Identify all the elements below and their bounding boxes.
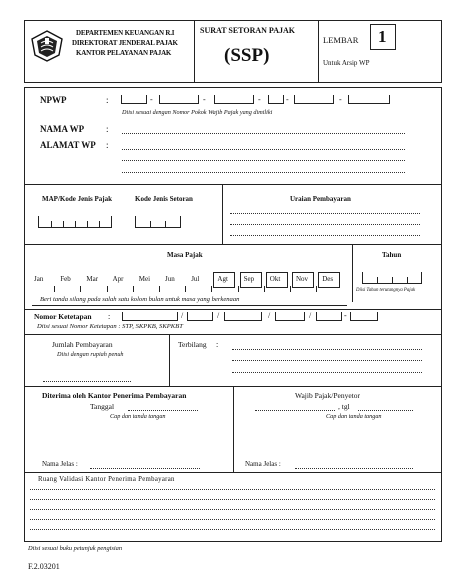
month-checkbox-8[interactable] bbox=[240, 272, 262, 288]
npwp-hint: Diisi sesuai dengan Nomor Pokok Wajib Pajak yang dimiliki bbox=[122, 109, 273, 116]
amount-in-words-line-2[interactable] bbox=[232, 360, 422, 361]
npwp-colon: : bbox=[106, 95, 109, 105]
month-divider bbox=[54, 286, 55, 292]
department-line-3: KANTOR PELAYANAN PAJAK bbox=[76, 49, 172, 57]
month-checkbox-0[interactable] bbox=[30, 272, 52, 288]
npwp-label: NPWP bbox=[40, 95, 67, 105]
receiving-stamp-hint: Cap dan tanda tangan bbox=[110, 413, 166, 420]
receipt-date-label: Tanggal bbox=[90, 402, 115, 411]
taxpayer-name-colon: : bbox=[106, 124, 109, 134]
payer-place-field[interactable] bbox=[255, 410, 335, 411]
taxpayer-address-line-2[interactable] bbox=[122, 160, 405, 161]
department-line-2: DIREKTORAT JENDERAL PAJAK bbox=[72, 39, 178, 47]
footer-note: Diisi sesuai buku petunjuk pengisian bbox=[28, 545, 123, 552]
amount-in-words-line-3[interactable] bbox=[232, 372, 422, 373]
taxpayer-address-line-1[interactable] bbox=[122, 149, 405, 150]
receiving-name-field[interactable] bbox=[90, 468, 200, 469]
validation-line-3[interactable] bbox=[30, 509, 435, 510]
payer-name-label: Nama Jelas : bbox=[245, 460, 281, 468]
month-hint: Beri tanda silang pada salah satu kolom bulan untuk masa yang berkenaan bbox=[40, 296, 240, 303]
sheet-purpose: Untuk Arsip WP bbox=[323, 59, 370, 67]
month-label-6: Jul bbox=[191, 275, 200, 283]
payment-amount-field[interactable] bbox=[43, 381, 131, 382]
month-divider bbox=[80, 286, 81, 292]
month-label-9: Okt bbox=[269, 275, 281, 283]
payment-description-label: Uraian Pembayaran bbox=[290, 195, 351, 203]
taxpayer-name-label: NAMA WP bbox=[40, 124, 85, 134]
month-label-10: Nov bbox=[296, 275, 309, 283]
amount-in-words-colon: : bbox=[216, 340, 219, 349]
month-checkbox-4[interactable] bbox=[135, 272, 157, 288]
amount-in-words-line-1[interactable] bbox=[232, 349, 422, 350]
deposit-code-label: Kode Jenis Setoran bbox=[135, 195, 193, 203]
payment-description-line-1[interactable] bbox=[230, 213, 420, 214]
payer-name-field[interactable] bbox=[295, 468, 413, 469]
validation-line-2[interactable] bbox=[30, 499, 435, 500]
month-label-7: Agt bbox=[217, 275, 228, 283]
month-checkbox-3[interactable] bbox=[109, 272, 131, 288]
payer-stamp-hint: Cap dan tanda tangan bbox=[326, 413, 382, 420]
month-divider bbox=[238, 286, 239, 292]
month-checkbox-2[interactable] bbox=[82, 272, 104, 288]
ministry-emblem-icon bbox=[29, 29, 65, 63]
payment-amount-label: Jumlah Pembayaran bbox=[52, 340, 113, 349]
month-divider bbox=[133, 286, 134, 292]
month-label-1: Feb bbox=[60, 275, 71, 283]
month-divider bbox=[107, 286, 108, 292]
payer-title: Wajib Pajak/Penyetor bbox=[295, 391, 361, 400]
receiving-office-title: Diterima oleh Kantor Penerima Pembayaran bbox=[42, 391, 187, 400]
taxpayer-address-label: ALAMAT WP bbox=[40, 140, 96, 150]
validation-area-label: Ruang Validasi Kantor Penerima Pembayaran bbox=[38, 476, 175, 483]
form-title: SURAT SETORAN PAJAK bbox=[200, 26, 295, 35]
payment-description-line-2[interactable] bbox=[230, 224, 420, 225]
form-number: F.2.03201 bbox=[28, 562, 60, 571]
month-divider bbox=[159, 286, 160, 292]
assessment-colon: : bbox=[108, 312, 111, 321]
month-checkbox-10[interactable] bbox=[292, 272, 314, 288]
month-label-2: Mar bbox=[86, 275, 99, 283]
assessment-number-label: Nomor Ketetapan bbox=[34, 312, 92, 321]
sheet-number: 1 bbox=[378, 27, 387, 46]
month-divider bbox=[185, 286, 186, 292]
month-label-8: Sep bbox=[243, 275, 255, 283]
receipt-date-field[interactable] bbox=[128, 410, 198, 411]
month-checkbox-7[interactable] bbox=[213, 272, 235, 288]
taxpayer-address-line-3[interactable] bbox=[122, 172, 405, 173]
month-checkbox-6[interactable] bbox=[187, 272, 209, 288]
map-code-label: MAP/Kode Jenis Pajak bbox=[42, 195, 112, 203]
payment-description-line-3[interactable] bbox=[230, 235, 420, 236]
month-divider bbox=[264, 286, 265, 292]
month-divider bbox=[211, 286, 212, 292]
month-divider bbox=[316, 286, 317, 292]
month-checkbox-1[interactable] bbox=[56, 272, 78, 288]
tax-period-label: Masa Pajak bbox=[167, 251, 203, 259]
department-line-1: DEPARTEMEN KEUANGAN R.I bbox=[76, 29, 175, 37]
validation-line-1[interactable] bbox=[30, 489, 435, 490]
month-checkbox-11[interactable] bbox=[318, 272, 340, 288]
year-label: Tahun bbox=[382, 251, 402, 259]
month-label-5: Jun bbox=[165, 275, 175, 283]
month-label-0: Jan bbox=[34, 275, 44, 283]
month-label-4: Mei bbox=[138, 275, 151, 283]
payment-amount-hint: Diisi dengan rupiah penuh bbox=[57, 351, 124, 358]
validation-line-4[interactable] bbox=[30, 519, 435, 520]
month-checkbox-9[interactable] bbox=[266, 272, 288, 288]
month-label-11: Des bbox=[322, 275, 334, 283]
taxpayer-address-colon: : bbox=[106, 140, 109, 150]
taxpayer-name-field[interactable] bbox=[122, 133, 405, 134]
year-hint: Diisi Tahun terutangnya Pajak bbox=[356, 288, 416, 293]
payer-date-field[interactable] bbox=[358, 410, 413, 411]
receiving-name-label: Nama Jelas : bbox=[42, 460, 78, 468]
form-code: (SSP) bbox=[224, 45, 270, 66]
validation-line-5[interactable] bbox=[30, 529, 435, 530]
payer-date-label: , tgl bbox=[338, 402, 350, 411]
month-divider bbox=[290, 286, 291, 292]
assessment-hint: Diisi sesuai Nomor Ketetapan : STP, SKPKB, SKPKBT bbox=[37, 323, 183, 330]
month-checkbox-5[interactable] bbox=[161, 272, 183, 288]
sheet-label: LEMBAR bbox=[323, 35, 359, 45]
month-label-3: Apr bbox=[112, 275, 124, 283]
amount-in-words-label: Terbilang bbox=[178, 340, 207, 349]
